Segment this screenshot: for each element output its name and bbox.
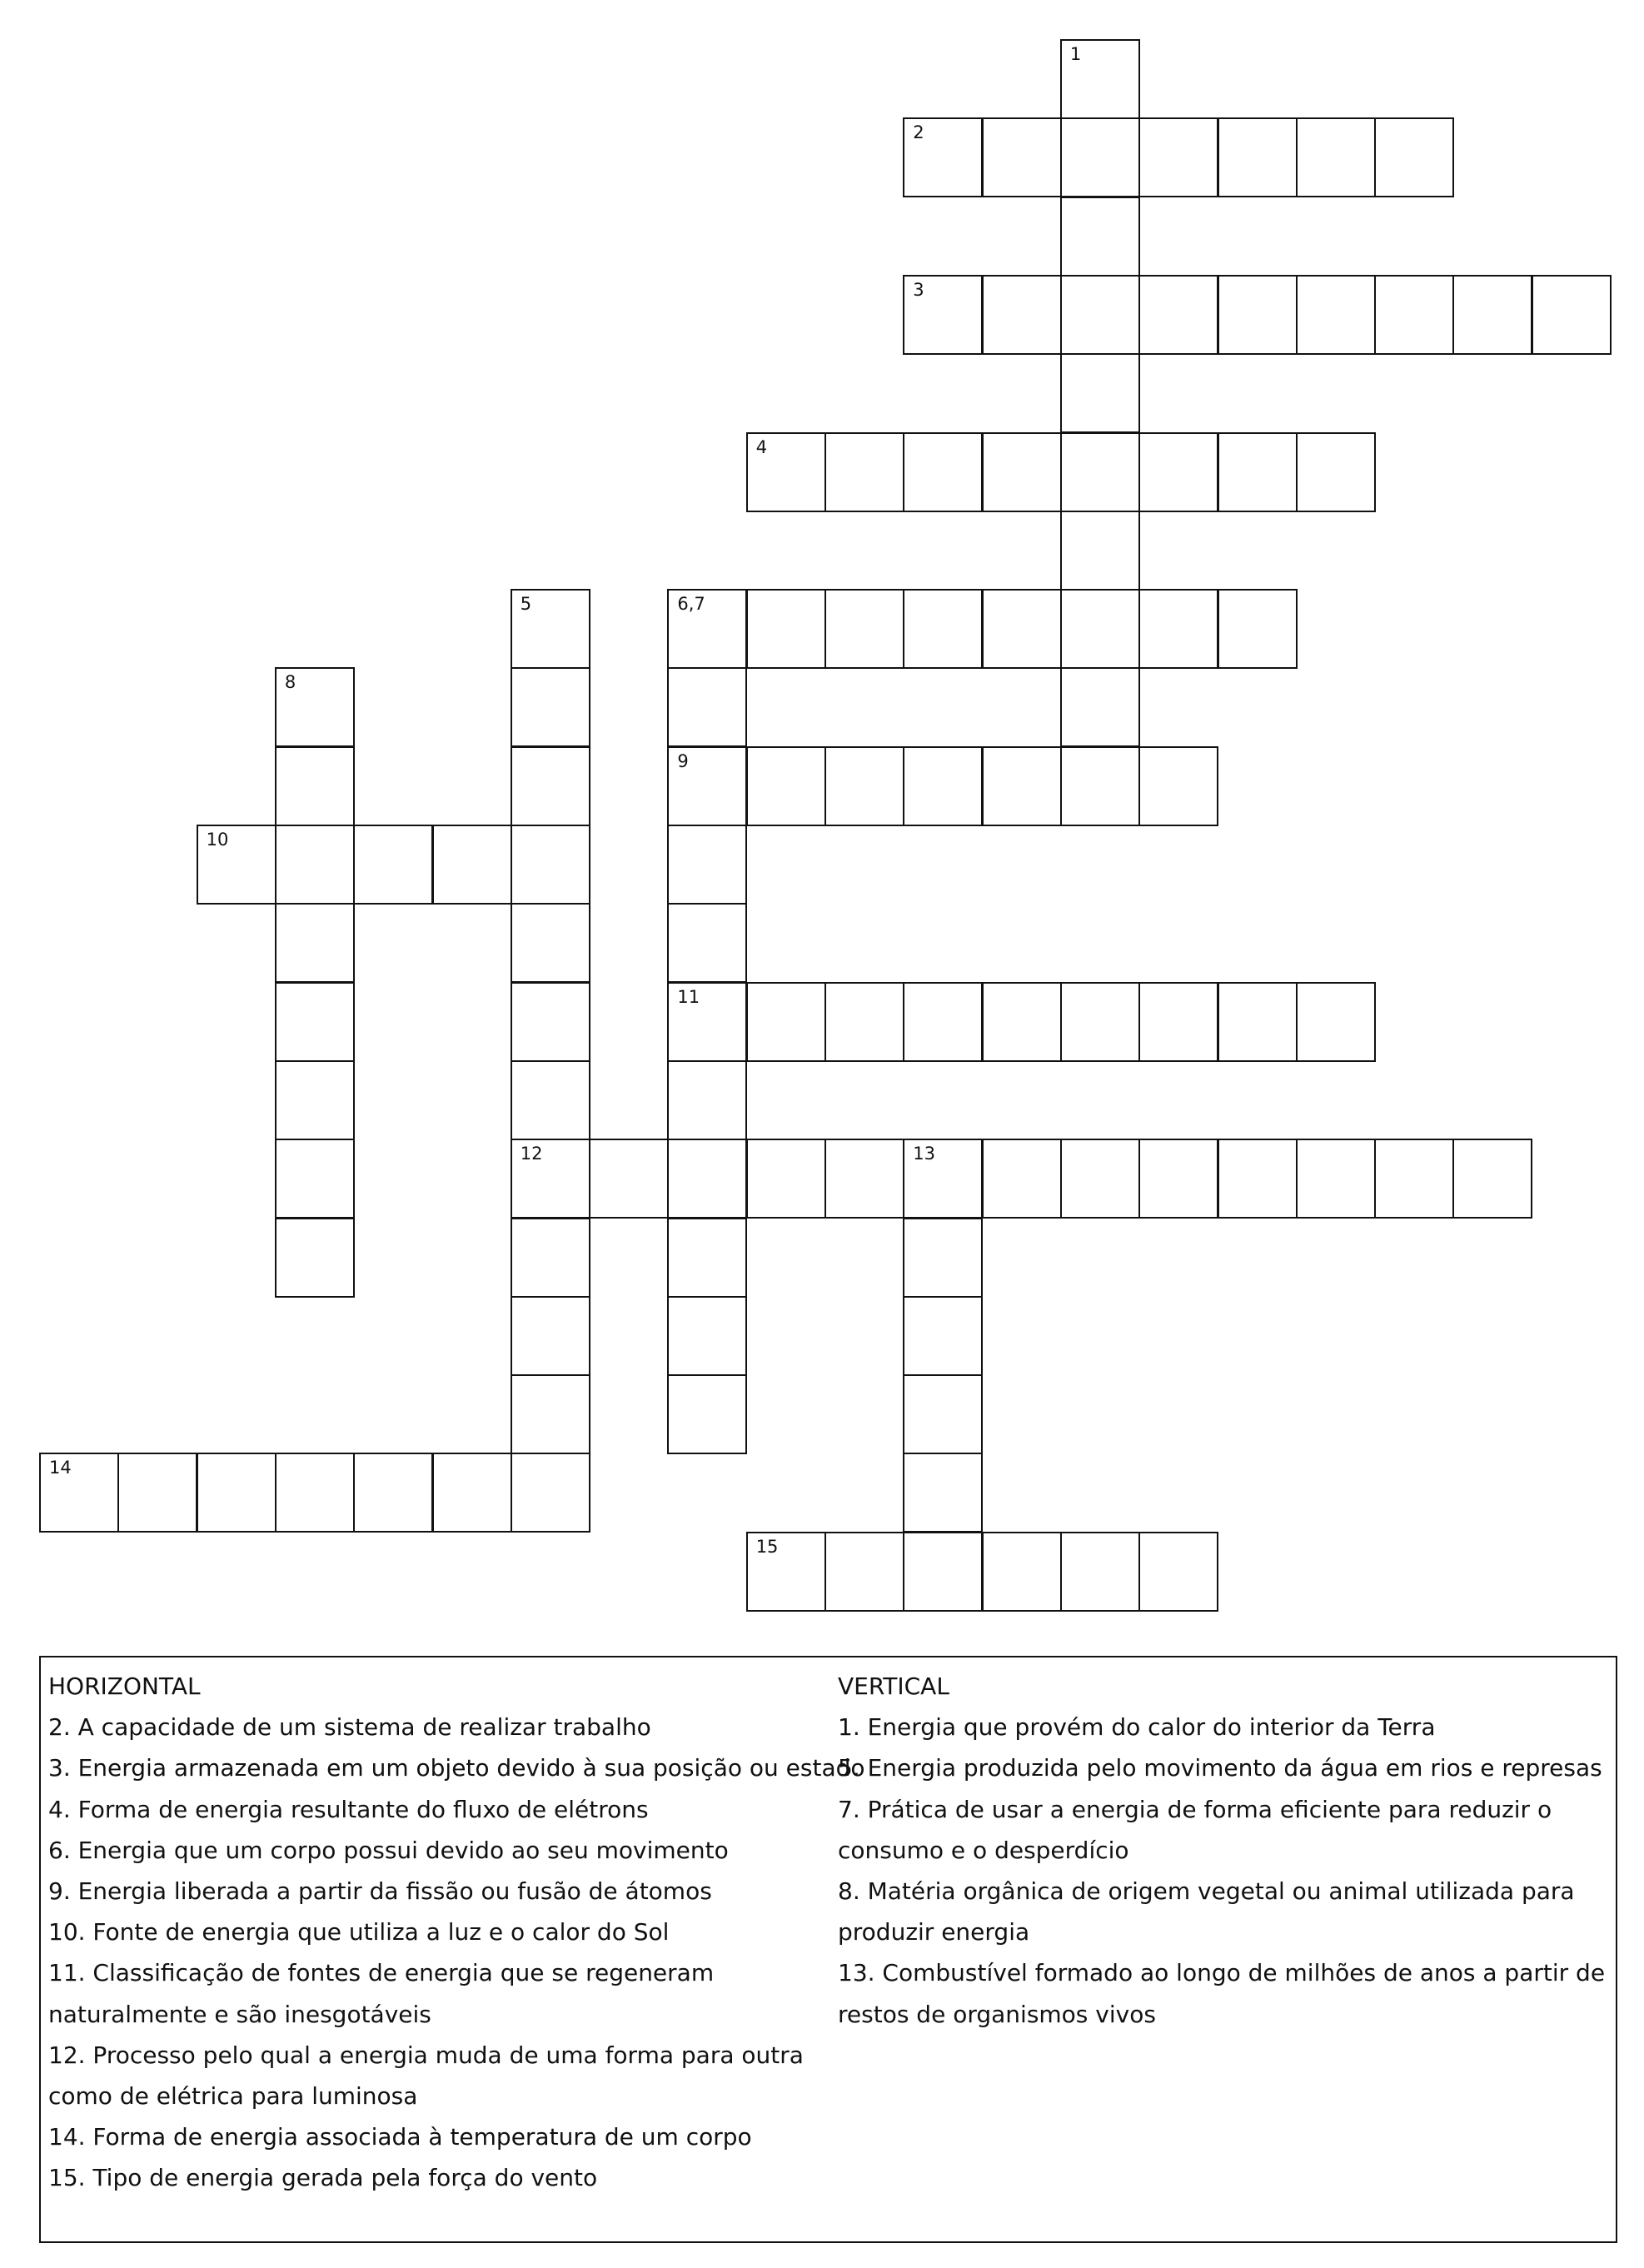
crossword-cell[interactable] (824, 589, 904, 669)
crossword-cell[interactable] (1532, 275, 1612, 355)
clue-number: 4 (755, 436, 768, 457)
crossword-cell[interactable] (1296, 1139, 1376, 1219)
clue-number: 13 (913, 1144, 936, 1164)
crossword-cell[interactable] (1138, 275, 1218, 355)
clue-line: 11. Classificação de fontes de energia que se regeneram (48, 1959, 715, 1987)
crossword-cell[interactable] (1374, 117, 1454, 197)
crossword-cell[interactable] (511, 1060, 590, 1140)
crossword-cell[interactable] (1138, 589, 1218, 669)
clue-number: 3 (913, 279, 924, 300)
clue-line: 2. A capacidade de um sistema de realizar trabalho (48, 1713, 651, 1742)
clues-box (39, 1656, 1617, 2243)
clue-number: 10 (206, 830, 229, 850)
crossword-cell[interactable] (667, 1296, 747, 1376)
crossword-cell[interactable] (275, 1139, 355, 1219)
vertical-heading: VERTICAL (838, 1672, 949, 1700)
crossword-cell[interactable] (275, 1453, 355, 1533)
clue-number: 2 (913, 122, 924, 143)
crossword-cell[interactable] (667, 746, 747, 826)
crossword-cell[interactable] (511, 903, 590, 983)
crossword-cell[interactable] (589, 1139, 669, 1219)
clue-line: 7. Prática de usar a energia de forma eficiente para reduzir o (838, 1795, 1552, 1823)
crossword-cell[interactable] (903, 1453, 983, 1533)
crossword-cell[interactable] (1060, 511, 1140, 591)
clue-line: 3. Energia armazenada em um objeto devido à sua posição ou estado (48, 1754, 865, 1782)
clue-number: 9 (677, 750, 689, 771)
crossword-cell[interactable] (1138, 982, 1218, 1062)
clue-number: 14 (49, 1458, 72, 1478)
crossword-cell[interactable] (1296, 117, 1376, 197)
crossword-cell[interactable] (1218, 117, 1298, 197)
vertical-clue-list (838, 1707, 1612, 2035)
crossword-cell[interactable] (1060, 1532, 1140, 1612)
crossword-cell[interactable] (824, 1139, 904, 1219)
crossword-cell[interactable] (1060, 746, 1140, 826)
crossword-cell[interactable] (903, 1139, 983, 1219)
crossword-cell[interactable] (1060, 39, 1140, 119)
crossword-cell[interactable] (511, 1374, 590, 1454)
clue-number: 5 (520, 594, 532, 615)
clue-number: 15 (755, 1536, 779, 1557)
crossword-cell[interactable] (1452, 275, 1532, 355)
crossword-cell[interactable] (824, 432, 904, 512)
vertical-clues (838, 1666, 1612, 2035)
crossword-cell[interactable] (667, 1139, 747, 1219)
crossword-cell[interactable] (1374, 275, 1454, 355)
crossword-cell[interactable] (903, 275, 983, 355)
crossword-cell[interactable] (432, 825, 512, 905)
crossword-cell[interactable] (903, 117, 983, 197)
clue-line: 10. Fonte de energia que utiliza a luz e o calor do Sol (48, 1918, 670, 1946)
crossword-cell[interactable] (824, 746, 904, 826)
crossword-cell[interactable] (511, 982, 590, 1062)
clue-line: 15. Tipo de energia gerada pela força do vento (48, 2164, 598, 2192)
crossword-cell[interactable] (1138, 117, 1218, 197)
crossword-cell[interactable] (1138, 1532, 1218, 1612)
crossword-cell[interactable] (982, 589, 1062, 669)
clue-line: 12. Processo pelo qual a energia muda de uma forma para outra (48, 2041, 804, 2069)
horizontal-clue-list (48, 1707, 865, 2198)
crossword-cell[interactable] (1452, 1139, 1532, 1219)
crossword-cell[interactable] (1060, 667, 1140, 747)
crossword-cell[interactable] (746, 432, 826, 512)
crossword-cell[interactable] (511, 1453, 590, 1533)
crossword-cell[interactable] (275, 746, 355, 826)
crossword-cell[interactable] (982, 117, 1062, 197)
crossword-cell[interactable] (667, 1218, 747, 1298)
clue-line: 8. Matéria orgânica de origem vegetal ou animal utilizada para (838, 1877, 1575, 1906)
crossword-cell[interactable] (746, 1532, 826, 1612)
crossword-cell[interactable] (511, 1296, 590, 1376)
crossword-cell[interactable] (746, 589, 826, 669)
crossword-cell[interactable] (275, 825, 355, 905)
clue-line: 1. Energia que provém do calor do interior da Terra (838, 1713, 1436, 1742)
crossword-cell[interactable] (1218, 275, 1298, 355)
clue-number: 6,7 (677, 594, 705, 615)
crossword-cell[interactable] (1218, 982, 1298, 1062)
crossword-cell[interactable] (903, 1296, 983, 1376)
crossword-cell[interactable] (511, 1139, 590, 1219)
crossword-cell[interactable] (353, 825, 433, 905)
horizontal-clues (48, 1666, 865, 2199)
clue-line: 4. Forma de energia resultante do fluxo de elétrons (48, 1795, 649, 1823)
crossword-cell[interactable] (1138, 1139, 1218, 1219)
crossword-cell[interactable] (511, 667, 590, 747)
crossword-cell[interactable] (1060, 275, 1140, 355)
crossword-cell[interactable] (511, 746, 590, 826)
crossword-cell[interactable] (982, 432, 1062, 512)
crossword-cell[interactable] (667, 667, 747, 747)
crossword-cell[interactable] (117, 1453, 197, 1533)
crossword-cell[interactable] (1218, 432, 1298, 512)
crossword-cell[interactable] (275, 1060, 355, 1140)
crossword-cell[interactable] (39, 1453, 119, 1533)
crossword-cell[interactable] (667, 1374, 747, 1454)
crossword-cell[interactable] (982, 1139, 1062, 1219)
crossword-cell[interactable] (824, 982, 904, 1062)
crossword-cell[interactable] (1138, 746, 1218, 826)
crossword-cell[interactable] (746, 982, 826, 1062)
clue-line: consumo e o desperdício (838, 1836, 1129, 1864)
crossword-cell[interactable] (667, 1060, 747, 1140)
crossword-cell[interactable] (1296, 982, 1376, 1062)
clue-line: 14. Forma de energia associada à temperatura de um corpo (48, 2123, 752, 2151)
crossword-cell[interactable] (667, 903, 747, 983)
clue-line: produzir energia (838, 1918, 1030, 1946)
clue-line: 6. Energia que um corpo possui devido ao seu movimento (48, 1836, 729, 1864)
clue-line: restos de organismos vivos (838, 2000, 1156, 2028)
crossword-cell[interactable] (511, 1218, 590, 1298)
crossword-cell[interactable] (275, 982, 355, 1062)
crossword-cell[interactable] (275, 1218, 355, 1298)
crossword-cell[interactable] (1218, 1139, 1298, 1219)
crossword-cell[interactable] (903, 1532, 983, 1612)
crossword-cell[interactable] (1296, 432, 1376, 512)
crossword-cell[interactable] (353, 1453, 433, 1533)
crossword-cell[interactable] (903, 982, 983, 1062)
clue-number: 12 (520, 1144, 543, 1164)
crossword-cell[interactable] (1296, 275, 1376, 355)
crossword-cell[interactable] (511, 825, 590, 905)
crossword-cell[interactable] (511, 589, 590, 669)
crossword-cell[interactable] (903, 432, 983, 512)
crossword-cell[interactable] (982, 1532, 1062, 1612)
crossword-cell[interactable] (1060, 353, 1140, 433)
crossword-cell[interactable] (903, 1374, 983, 1454)
crossword-cell[interactable] (275, 903, 355, 983)
clue-number: 1 (1069, 44, 1082, 64)
crossword-cell[interactable] (1060, 197, 1140, 277)
crossword-cell[interactable] (667, 825, 747, 905)
crossword-cell[interactable] (1138, 432, 1218, 512)
clue-line: 5. Energia produzida pelo movimento da água em rios e represas (838, 1754, 1602, 1782)
crossword-cell[interactable] (1374, 1139, 1454, 1219)
clue-line: naturalmente e são inesgotáveis (48, 2000, 431, 2028)
crossword-cell[interactable] (903, 589, 983, 669)
clue-line: 13. Combustível formado ao longo de milhões de anos a partir de (838, 1959, 1606, 1987)
crossword-cell[interactable] (667, 982, 747, 1062)
crossword-cell[interactable] (824, 1532, 904, 1612)
crossword-cell[interactable] (1060, 589, 1140, 669)
crossword-cell[interactable] (903, 1218, 983, 1298)
horizontal-heading: HORIZONTAL (48, 1672, 201, 1700)
crossword-cell[interactable] (1060, 982, 1140, 1062)
crossword-cell[interactable] (275, 667, 355, 747)
crossword-cell[interactable] (903, 746, 983, 826)
crossword-cell[interactable] (982, 746, 1062, 826)
crossword-cell[interactable] (1060, 432, 1140, 512)
crossword-cell[interactable] (667, 589, 747, 669)
clue-number: 11 (677, 986, 700, 1007)
crossword-cell[interactable] (432, 1453, 512, 1533)
clue-number: 8 (284, 672, 296, 693)
crossword-cell[interactable] (1218, 589, 1298, 669)
crossword-cell[interactable] (746, 746, 826, 826)
crossword-cell[interactable] (1060, 1139, 1140, 1219)
crossword-cell[interactable] (197, 825, 276, 905)
crossword-cell[interactable] (982, 982, 1062, 1062)
crossword-cell[interactable] (746, 1139, 826, 1219)
crossword-cell[interactable] (1060, 117, 1140, 197)
crossword-cell[interactable] (982, 275, 1062, 355)
clue-line: como de elétrica para luminosa (48, 2082, 418, 2111)
clue-line: 9. Energia liberada a partir da fissão ou fusão de átomos (48, 1877, 712, 1906)
crossword-cell[interactable] (197, 1453, 276, 1533)
